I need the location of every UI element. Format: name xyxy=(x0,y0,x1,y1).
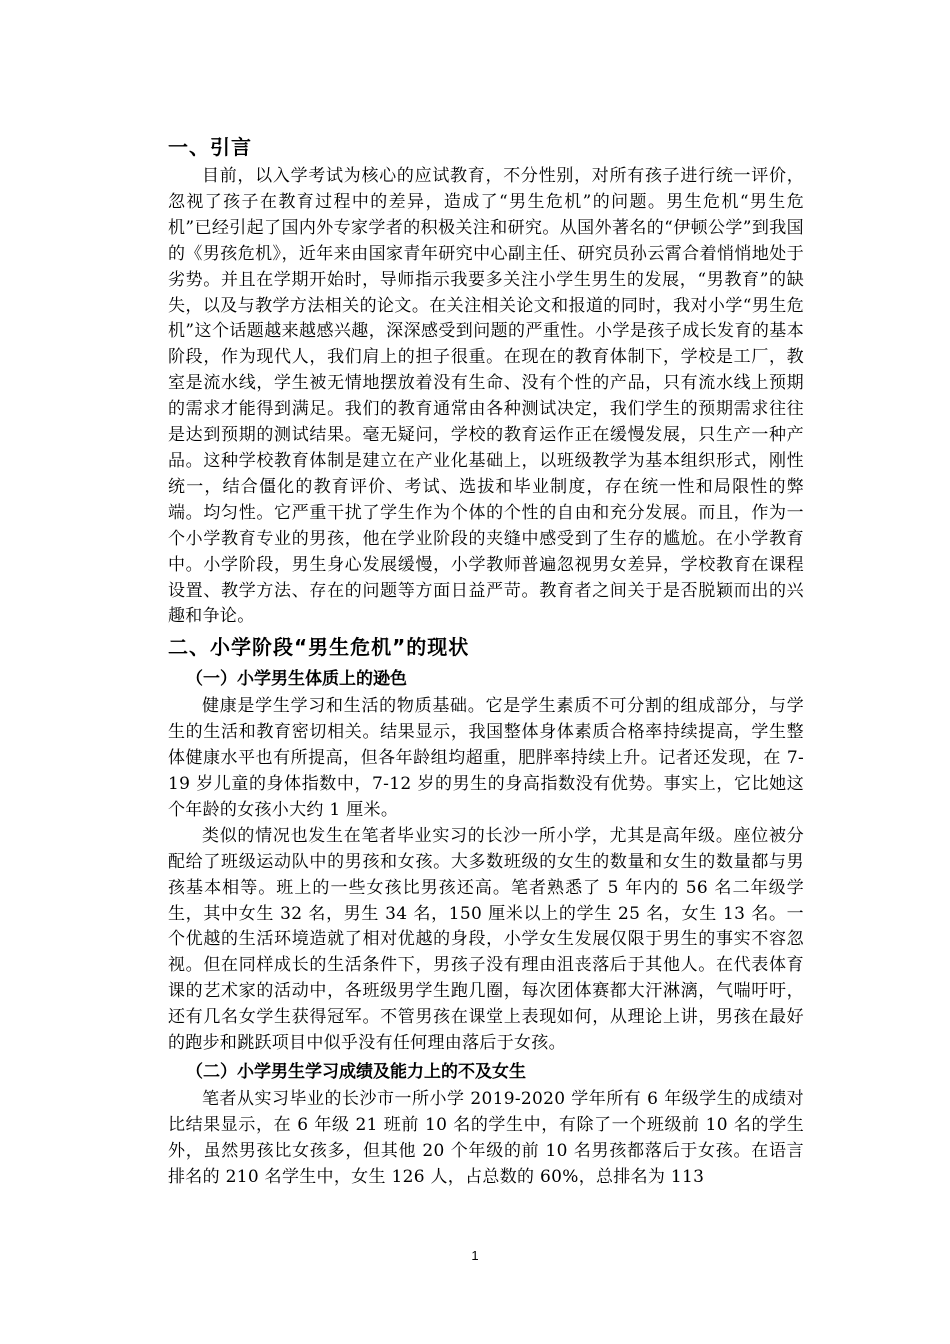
physique-paragraph-2: 类似的情况也发生在笔者毕业实习的长沙一所小学，尤其是高年级。座位被分配给了班级运动队中的男孩和女孩。大多数班级的女生的数量和女生的数量都与男孩基本相等。班上的一些女孩比男孩还高。笔者熟悉了 5 年内的 56 名二年级学生，其中女生 32 名，男生 34 名，150 厘米以上的学生 25 名，女生 13 名。一个优越的生活环境造就了相对优越的身段，小学女生发展仅限于男生的事实不容忽视。但在同样成长的生活条件下，男孩子没有理由沮丧落后于其他人。在代表体育课的艺术家的活动中，各班级男学生跑几圈，每次团体赛都大汗淋漓，气喘吁吁，还有几名女学生获得冠军。不管男孩在课堂上表现如何，从理论上讲，男孩在最好的跑步和跳跃项目中似乎没有任何理由落后于女孩。 xyxy=(168,825,804,1054)
document-body xyxy=(168,128,804,1191)
section-heading-intro: 一、引言 xyxy=(168,135,252,159)
section-heading-status: 二、小学阶段“男生危机”的现状 xyxy=(168,635,470,660)
page-number: 1 xyxy=(471,1248,479,1263)
physique-paragraph-1: 健康是学生学习和生活的物质基础。它是学生素质不可分割的组成部分，与学生的生活和教育密切相关。结果显示，我国整体身体素质合格率持续提高，学生整体健康水平也有所提高，但各年龄组均超重，肥胖率持续上升。记者还发现，在 7-19 岁儿童的身体指数中，7-12 岁的男生的身高指数没有优势。事实上，它比她这个年龄的女孩小大约 1 厘米。 xyxy=(168,696,804,820)
subsection-heading-academics: （二）小学男生学习成绩及能力上的不及女生 xyxy=(186,1062,526,1082)
subsection-heading-physique: （一）小学男生体质上的逊色 xyxy=(186,669,407,690)
academics-paragraph-1: 笔者从实习毕业的长沙市一所小学 2019-2020 学年所有 6 年级学生的成绩对比结果显示，在 6 年级 21 班前 10 名的学生中，有除了一个班级前 10 名的学生外，虽然男孩比女孩多，但其他 20 个年级的前 10 名男孩都落后于女孩。在语言排名的 210 名学生中，女生 126 人，占总数的 60%，总排名为 113 xyxy=(168,1089,804,1187)
intro-paragraph: 目前，以入学考试为核心的应试教育，不分性别，对所有孩子进行统一评价，忽视了孩子在教育过程中的差异，造成了“男生危机”的问题。男生危机“男生危机”已经引起了国内外专家学者的积极关注和研究。从国外著名的“伊顿公学”到我国的《男孩危机》，近年来由国家青年研究中心副主任、研究员孙云霄合着悄悄地处于劣势。并且在学期开始时，导师指示我要多关注小学生男生的发展，“男教育”的缺失，以及与教学方法相关的论文。在关注相关论文和报道的同时，我对小学“男生危机”这个话题越来越感兴趣，深深感受到问题的严重性。小学是孩子成长发育的基本阶段，作为现代人，我们肩上的担子很重。在现在的教育体制下，学校是工厂，教室是流水线，学生被无情地摆放着没有生命、没有个性的产品，只有流水线上预期的需求才能得到满足。我们的教育通常由各种测试决定，我们学生的预期需求往往是达到预期的测试结果。毫无疑问，学校的教育运作正在缓慢发展，只生产一种产品。这种学校教育体制是建立在产业化基础上，以班级教学为基本组织形式，刚性统一，结合僵化的教育评价、考试、选拔和毕业制度，存在统一性和局限性的弊端。均匀性。它严重干扰了学生作为个体的个性的自由和充分发展。而且，作为一个小学教育专业的男孩，他在学业阶段的夹缝中感受到了生存的尴尬。在小学教育中。小学阶段，男生身心发展缓慢，小学教师普遍忽视男女差异，学校教育在课程设置、教学方法、存在的问题等方面日益严苛。教育者之间关于是否脱颖而出的兴趣和争论。 xyxy=(168,166,804,627)
